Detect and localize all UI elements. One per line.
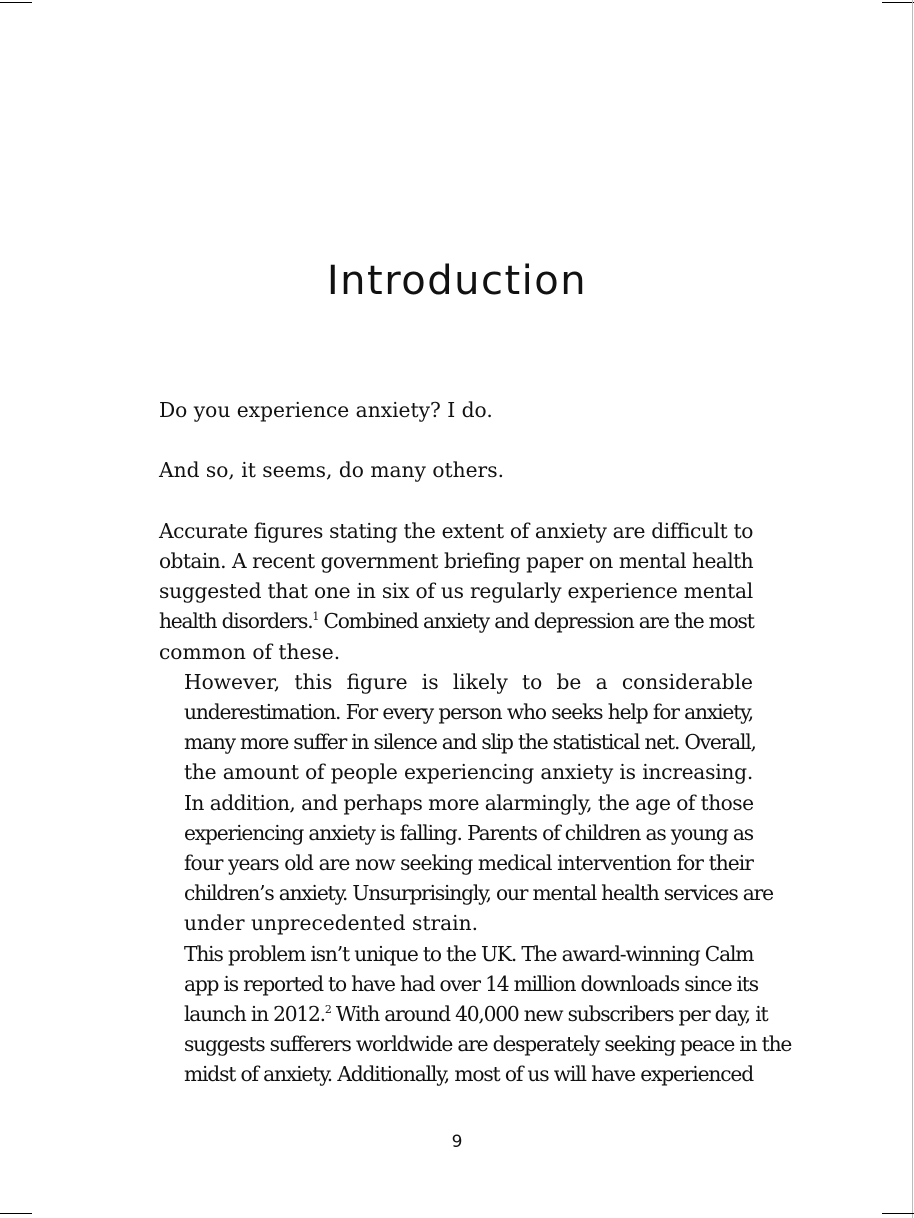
text-line: under unprecedented strain. [184, 911, 479, 936]
text-line: four years old are now seeking medical intervention for their [184, 851, 753, 876]
text-line: children’s anxiety. Unsurprisingly, our mental health services are [184, 881, 773, 906]
text-line [159, 606, 753, 636]
paragraph-5 [159, 939, 792, 1090]
paragraph-3 [159, 516, 753, 667]
text-line: However, this figure is likely to be a considerable [184, 669, 753, 694]
text-segment: Combined anxiety and depression are the most [318, 609, 754, 634]
text-line: underestimation. For every person who seeks help for anxiety, [184, 700, 753, 724]
footnote-ref-1[interactable]: 1 [312, 610, 319, 624]
footnote-ref-2[interactable]: 2 [324, 1003, 331, 1017]
text-segment: With around 40,000 new subscribers per day, it [330, 1002, 768, 1027]
text-segment: health disorders. [159, 609, 313, 634]
paragraph-1: Do you experience anxiety? I do. [159, 398, 493, 422]
crop-mark-top-left [0, 2, 32, 3]
paragraph-2: And so, it seems, do many others. [159, 458, 504, 483]
chapter-title: Introduction [326, 258, 588, 304]
text-line: suggests sufferers worldwide are desperately seeking peace in the [184, 1032, 792, 1057]
text-line: This problem isn’t unique to the UK. The award-winning Calm [184, 941, 754, 966]
text-line: common of these. [159, 639, 341, 664]
text-line: Accurate figures stating the extent of anxiety are difficult to [159, 518, 753, 543]
crop-mark-right-edge [912, 0, 913, 1218]
text-line: the amount of people experiencing anxiety is increasing. [184, 760, 753, 785]
text-line: obtain. A recent government briefing paper on mental health [159, 548, 753, 573]
paragraph-4 [159, 667, 773, 939]
text-line: suggested that one in six of us regularly experience mental [159, 579, 753, 604]
text-segment: launch in 2012. [184, 1002, 325, 1027]
crop-mark-top-right [882, 2, 914, 3]
body-text [159, 395, 792, 1090]
crop-mark-bottom-left [0, 1213, 32, 1214]
text-line: In addition, and perhaps more alarmingly, the age of those [184, 790, 754, 815]
text-line: many more suffer in silence and slip the statistical net. Overall, [184, 730, 756, 755]
text-line: midst of anxiety. Additionally, most of us will have experienced [184, 1062, 753, 1087]
text-line [159, 999, 768, 1029]
page-number: 9 [451, 1132, 463, 1152]
text-line: app is reported to have had over 14 million downloads since its [184, 971, 758, 996]
crop-mark-bottom-right [882, 1213, 914, 1214]
text-line: experiencing anxiety is falling. Parents of children as young as [184, 820, 753, 845]
